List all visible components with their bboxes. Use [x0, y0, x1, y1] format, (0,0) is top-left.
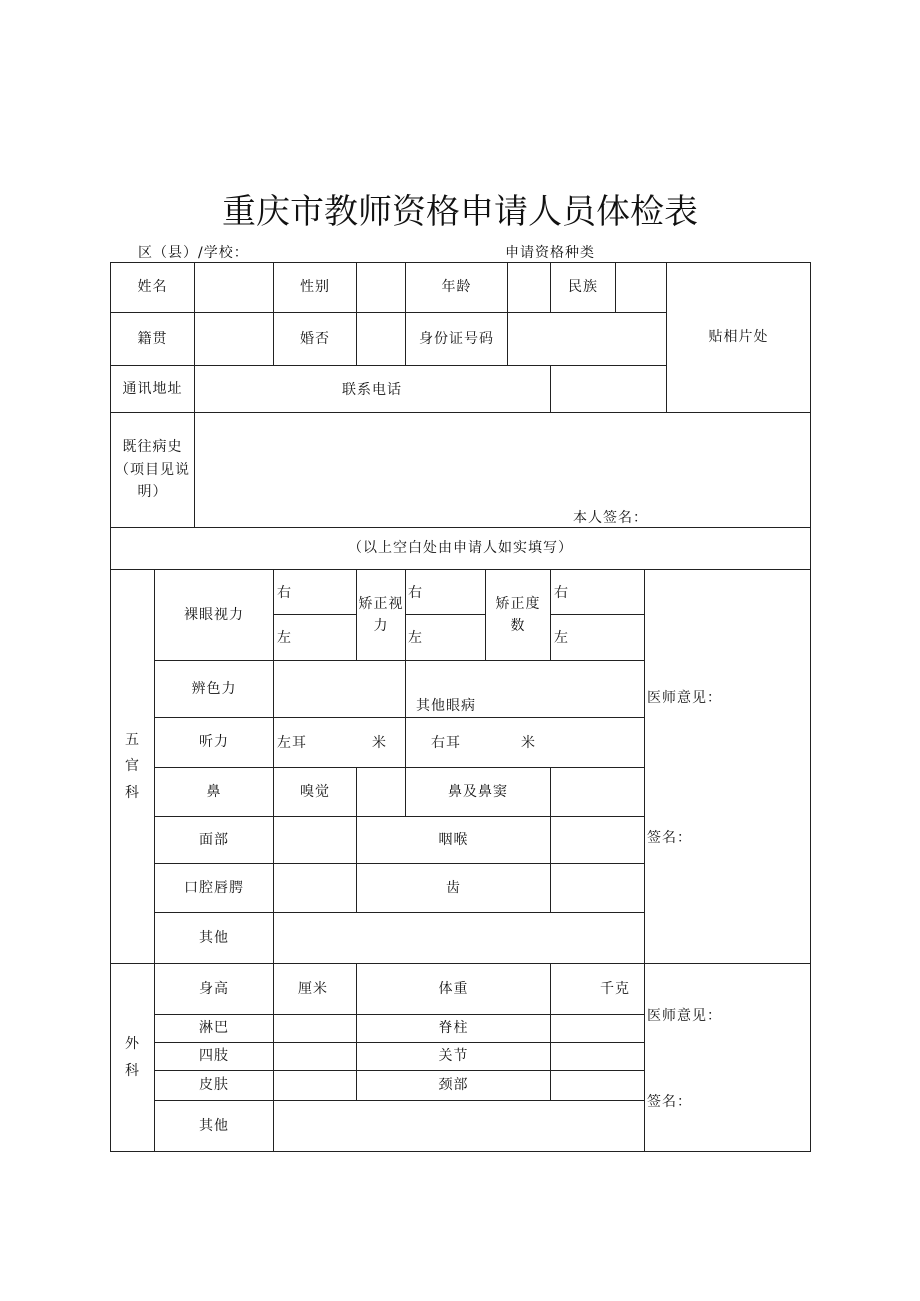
neck-field[interactable] — [550, 1070, 645, 1101]
corrected-vision-left[interactable] — [405, 614, 486, 661]
right-ear-unit: 米 — [521, 735, 536, 751]
correction-degree-line2: 数 — [510, 618, 526, 634]
wuguan-doctor-opinion-label: 医师意见： — [647, 690, 722, 706]
other-eye-label: 其他眼病 — [416, 698, 476, 714]
smell-label: 嗅觉 — [273, 767, 357, 817]
sinus-field[interactable] — [550, 767, 645, 817]
history-field[interactable] — [194, 412, 811, 528]
lymph-field[interactable] — [273, 1014, 357, 1043]
ethnicity-field[interactable] — [615, 262, 667, 313]
surgery-char-2: 科 — [125, 1062, 140, 1079]
limbs-field[interactable] — [273, 1042, 357, 1071]
marital-label: 婚否 — [273, 312, 357, 366]
color-vision-label: 辨色力 — [154, 660, 274, 718]
wuguan-char-1: 五 — [125, 731, 140, 748]
surgery-char-1: 外 — [125, 1035, 140, 1052]
name-label: 姓名 — [110, 262, 195, 313]
weight-label: 体重 — [356, 963, 551, 1015]
joints-field[interactable] — [550, 1042, 645, 1071]
correction-degree-right[interactable] — [550, 569, 645, 615]
joints-label: 关节 — [356, 1042, 551, 1071]
surgery-doctor-area[interactable] — [644, 963, 811, 1152]
nose-label: 鼻 — [154, 767, 274, 817]
correction-degree-label — [485, 569, 551, 661]
weight-field[interactable] — [550, 963, 645, 1015]
phone-label: 联系电话 — [342, 382, 402, 398]
right-label: 右 — [277, 585, 292, 601]
naked-vision-label: 裸眼视力 — [154, 569, 274, 661]
neck-label: 颈部 — [356, 1070, 551, 1101]
teeth-field[interactable] — [550, 863, 645, 913]
phone-field[interactable] — [550, 365, 667, 413]
wuguan-char-3: 科 — [125, 784, 140, 801]
sinus-label: 鼻及鼻窦 — [405, 767, 551, 817]
age-label: 年龄 — [405, 262, 508, 313]
gender-label: 性别 — [273, 262, 357, 313]
fill-note: （以上空白处由申请人如实填写） — [110, 527, 811, 570]
surgery-other-label: 其他 — [154, 1100, 274, 1152]
skin-field[interactable] — [273, 1070, 357, 1101]
color-vision-field[interactable] — [273, 660, 406, 718]
correction-degree-left[interactable] — [550, 614, 645, 661]
history-label-line2: （项目见说 — [115, 461, 190, 478]
corrected-vision-right[interactable] — [405, 569, 486, 615]
height-unit: 厘米 — [298, 981, 328, 997]
self-sign-label: 本人签名： — [573, 510, 648, 526]
naked-vision-right[interactable] — [273, 569, 357, 615]
height-field[interactable] — [273, 963, 357, 1015]
history-label-line1: 既往病史 — [122, 439, 183, 456]
skin-label: 皮肤 — [154, 1070, 274, 1101]
wuguan-other-field[interactable] — [273, 912, 645, 964]
native-place-label: 籍贯 — [110, 312, 195, 366]
left-ear-label: 左耳 — [277, 735, 307, 751]
throat-field[interactable] — [550, 816, 645, 864]
gender-field[interactable] — [356, 262, 406, 313]
id-number-label: 身份证号码 — [405, 312, 508, 366]
wuguan-char-2: 官 — [125, 758, 140, 775]
mouth-field[interactable] — [273, 863, 357, 913]
surgery-other-field[interactable] — [273, 1100, 645, 1152]
district-label: 区（县）/学校： — [138, 245, 249, 261]
left-label: 左 — [554, 630, 569, 646]
face-field[interactable] — [273, 816, 357, 864]
naked-vision-left[interactable] — [273, 614, 357, 661]
height-label: 身高 — [154, 963, 274, 1015]
name-field[interactable] — [194, 262, 274, 313]
qualification-label: 申请资格种类 — [505, 245, 595, 261]
correction-degree-line1: 矫正度 — [495, 595, 541, 612]
form-title: 重庆市教师资格申请人员体检表 — [222, 192, 698, 232]
mouth-label: 口腔唇腭 — [154, 863, 274, 913]
right-label: 右 — [408, 585, 423, 601]
corrected-vision-line2: 力 — [373, 618, 389, 634]
smell-field[interactable] — [356, 767, 406, 817]
left-ear-field[interactable] — [273, 717, 406, 768]
corrected-vision-line1: 矫正视 — [358, 595, 404, 612]
left-label: 左 — [408, 630, 423, 646]
face-label: 面部 — [154, 816, 274, 864]
wuguan-doctor-area[interactable] — [644, 569, 811, 964]
surgery-section-label — [110, 963, 155, 1152]
surgery-sign-label: 签名： — [647, 1094, 692, 1110]
native-place-field[interactable] — [194, 312, 274, 366]
right-ear-field[interactable] — [405, 717, 645, 768]
history-label-line3: 明） — [137, 484, 168, 501]
right-label: 右 — [554, 585, 569, 601]
other-eye-field[interactable] — [405, 660, 645, 718]
history-label — [110, 412, 195, 528]
age-field[interactable] — [507, 262, 551, 313]
id-number-field[interactable] — [507, 312, 667, 366]
surgery-doctor-opinion-label: 医师意见： — [647, 1008, 722, 1024]
wuguan-other-label: 其他 — [154, 912, 274, 964]
limbs-label: 四肢 — [154, 1042, 274, 1071]
left-label: 左 — [277, 630, 292, 646]
marital-field[interactable] — [356, 312, 406, 366]
hearing-label: 听力 — [154, 717, 274, 768]
weight-unit: 千克 — [600, 981, 630, 997]
spine-label: 脊柱 — [356, 1014, 551, 1043]
throat-label: 咽喉 — [356, 816, 551, 864]
right-ear-label: 右耳 — [431, 735, 461, 751]
address-label: 通讯地址 — [110, 365, 195, 413]
left-ear-unit: 米 — [372, 735, 387, 751]
corrected-vision-label — [356, 569, 406, 661]
spine-field[interactable] — [550, 1014, 645, 1043]
teeth-label: 齿 — [356, 863, 551, 913]
ethnicity-label: 民族 — [550, 262, 616, 313]
photo-area: 贴相片处 — [666, 262, 811, 413]
wuguan-sign-label: 签名： — [647, 830, 692, 846]
lymph-label: 淋巴 — [154, 1014, 274, 1043]
wuguan-section-label — [110, 569, 155, 964]
